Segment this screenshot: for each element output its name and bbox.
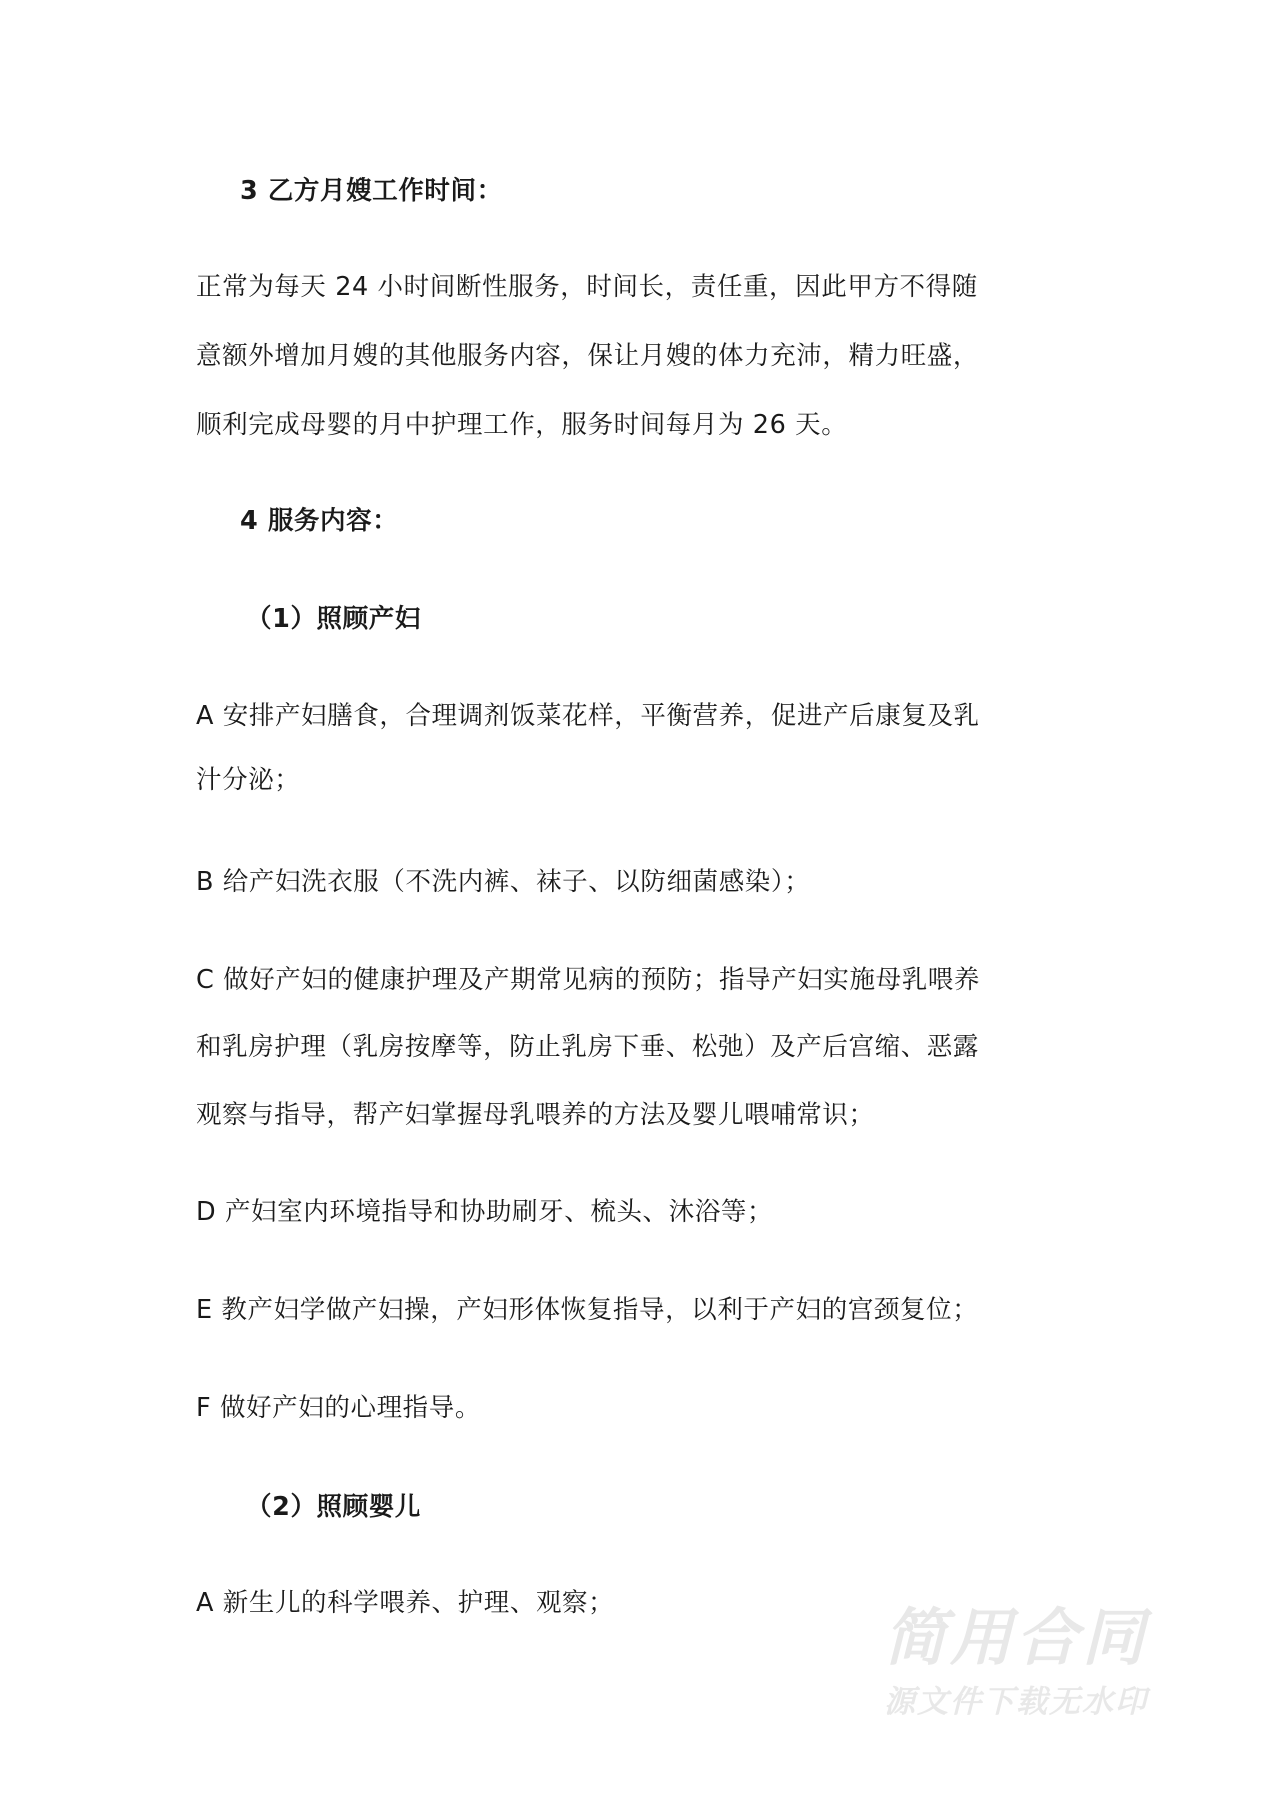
item-c-line: 观察与指导，帮产妇掌握母乳喂养的方法及婴儿喂哺常识； (196, 1100, 875, 1130)
item-c-line: C 做好产妇的健康护理及产期常见病的预防；指导产妇实施母乳喂养 (196, 965, 981, 995)
item-a-line: A 安排产妇膳食，合理调剂饭菜花样，平衡营养，促进产后康复及乳 (196, 701, 980, 731)
item-c-line: 和乳房护理（乳房按摩等，防止乳房下垂、松弛）及产后宫缩、恶露 (196, 1032, 980, 1062)
subsection-1-heading: （1）照顾产妇 (246, 604, 421, 634)
section-3-heading: 3 乙方月嫂工作时间： (240, 176, 503, 206)
watermark-subtitle: 源文件下载无水印 (884, 1684, 1148, 1720)
item-b-line: B 给产妇洗衣服（不洗内裤、袜子、以防细菌感染）； (196, 867, 811, 897)
subsection-2-heading: （2）照顾婴儿 (246, 1492, 421, 1522)
paragraph-line: 顺利完成母婴的月中护理工作，服务时间每月为 26 天。 (196, 410, 848, 440)
paragraph-line: 意额外增加月嫂的其他服务内容，保让月嫂的体力充沛，精力旺盛， (196, 341, 980, 371)
item-e-line: E 教产妇学做产妇操，产妇形体恢复指导，以利于产妇的宫颈复位； (196, 1295, 979, 1325)
infant-item-a-line: A 新生儿的科学喂养、护理、观察； (196, 1588, 615, 1618)
item-f-line: F 做好产妇的心理指导。 (196, 1393, 481, 1423)
watermark-title: 简用合同 (884, 1601, 1149, 1674)
item-d-line: D 产妇室内环境指导和协助刷牙、梳头、沐浴等； (196, 1197, 774, 1227)
section-4-heading: 4 服务内容： (240, 506, 399, 536)
item-a-line: 汁分泌； (196, 765, 301, 795)
paragraph-line: 正常为每天 24 小时间断性服务，时间长，责任重，因此甲方不得随 (196, 272, 978, 302)
